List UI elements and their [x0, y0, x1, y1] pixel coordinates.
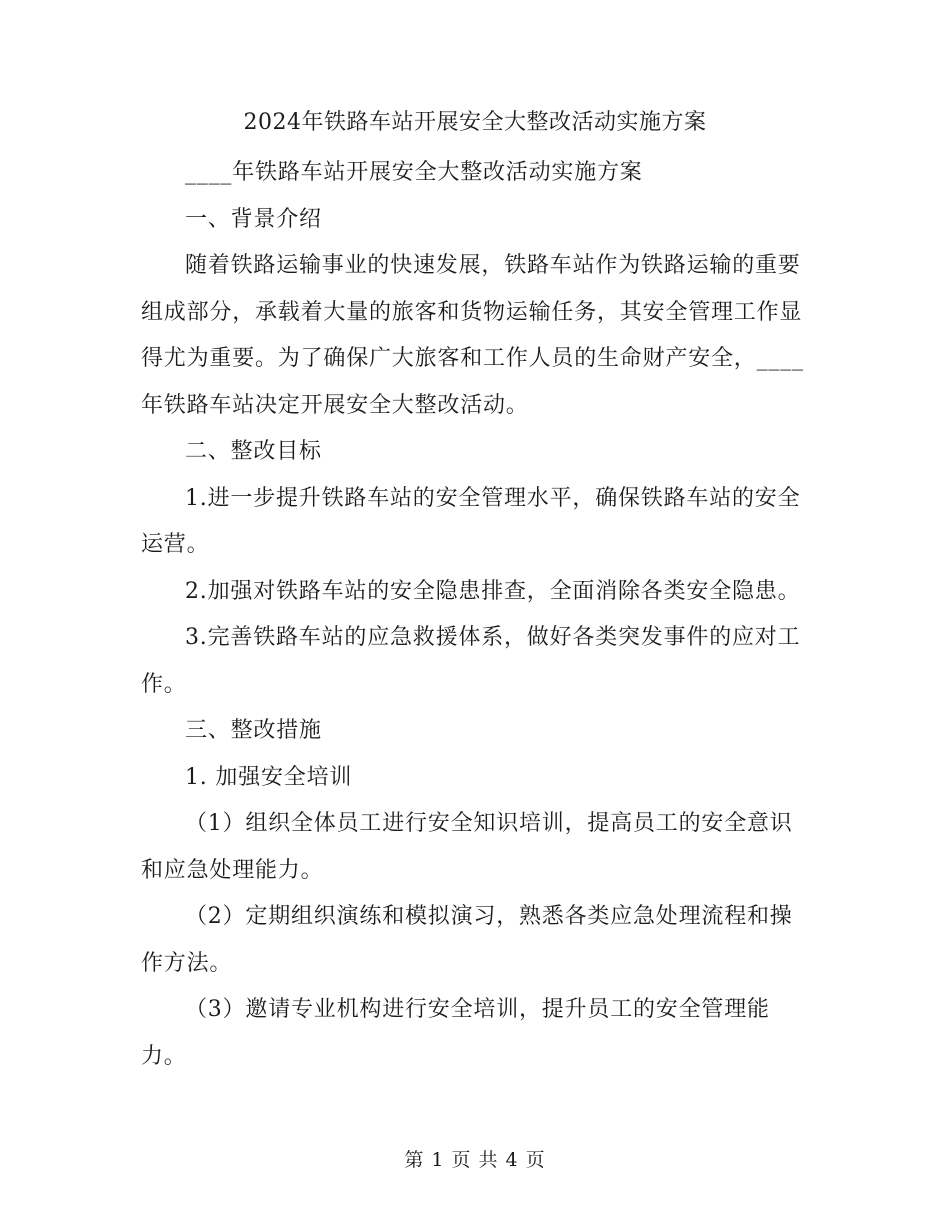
measure-heading-training: 1. 加强安全培训 [185, 764, 353, 790]
goal-item-3: 3.完善铁路车站的应急救援体系，做好各类突发事件的应对工作。 [141, 625, 801, 697]
training-item-2: （2）定期组织演练和模拟演习，熟悉各类应急处理流程和操作方法。 [141, 904, 793, 976]
goal-item-1: 1.进一步提升铁路车站的安全管理水平，确保铁路车站的安全运营。 [141, 485, 801, 557]
document-title: 2024年铁路车站开展安全大整改活动实施方案 [243, 110, 707, 135]
subtitle-paragraph: ____年铁路车站开展安全大整改活动实施方案 [185, 160, 643, 185]
section-heading-measures: 三、整改措施 [185, 718, 322, 743]
training-item-3: （3）邀请专业机构进行安全培训，提升员工的安全管理能力。 [141, 997, 770, 1069]
goal-item-2: 2.加强对铁路车站的安全隐患排查，全面消除各类安全隐患。 [185, 578, 801, 604]
document-body [141, 150, 811, 1080]
section-heading-background: 一、背景介绍 [185, 206, 322, 232]
background-paragraph: 随着铁路运输事业的快速发展，铁路车站作为铁路运输的重要组成部分，承载着大量的旅客和货物运输任务，其安全管理工作显得尤为重要。为了确保广大旅客和工作人员的生命财产安全，____年铁路车站决定开展安全大整改活动。 [141, 253, 804, 418]
page-number-footer: 第 1 页 共 4 页 [404, 1149, 546, 1171]
training-item-1: （1）组织全体员工进行安全知识培训，提高员工的安全意识和应急处理能力。 [141, 811, 793, 883]
section-heading-goals: 二、整改目标 [185, 439, 322, 464]
